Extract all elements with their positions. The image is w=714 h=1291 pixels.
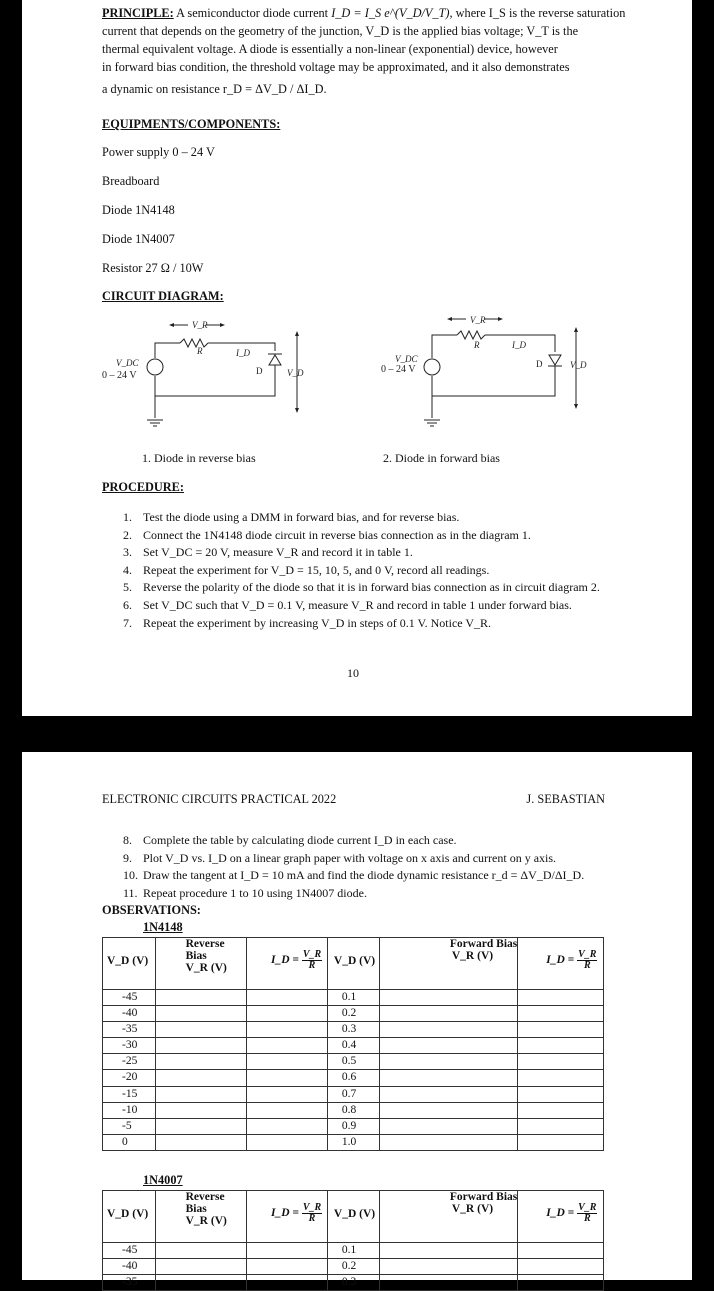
forward-vr-cell <box>379 1022 517 1038</box>
header-right: J. SEBASTIAN <box>526 792 605 806</box>
circuit-reverse-bias <box>147 325 297 426</box>
principle-line-4: in forward bias condition, the threshold voltage may be approximated, and it also demonstrates <box>102 60 570 74</box>
table-header-row <box>103 1191 604 1243</box>
forward-vr-cell <box>379 1086 517 1102</box>
reverse-id-cell <box>246 990 327 1006</box>
forward-vr-cell <box>379 1259 517 1275</box>
document-page-2 <box>22 752 692 1289</box>
observation-table-1n4007 <box>102 1190 604 1291</box>
step-text: Repeat procedure 1 to 10 using 1N4007 diode. <box>143 885 367 900</box>
forward-vd-cell: 0.1 <box>327 1243 379 1259</box>
table-row <box>103 1038 604 1054</box>
header-left: ELECTRONIC CIRCUITS PRACTICAL 2022 <box>102 792 337 806</box>
reverse-vr-cell <box>155 1118 246 1134</box>
step-text: Reverse the polarity of the diode so that it is in forward bias connection as in circuit diagram 2. <box>143 580 600 595</box>
principle-line-3: thermal equivalent voltage. A diode is essentially a non-linear (exponential) device, however <box>102 42 558 56</box>
circuit2-vdc-label: V_DC <box>395 354 418 364</box>
id-fraction: $\frac{V\_R}{R}$ <box>302 949 322 971</box>
procedure-step <box>123 832 623 850</box>
table-row <box>103 990 604 1006</box>
forward-vd-cell: 1.0 <box>327 1134 379 1150</box>
table-row <box>103 1070 604 1086</box>
step-text: Connect the 1N4148 diode circuit in reverse bias connection as in the diagram 1. <box>143 527 531 542</box>
reverse-vd-cell: -35 <box>103 1275 156 1291</box>
forward-vr-cell <box>379 990 517 1006</box>
reverse-vr-cell <box>155 1243 246 1259</box>
col-vd-forward: V_D (V) <box>327 1191 379 1243</box>
observations-heading: OBSERVATIONS: <box>102 903 201 917</box>
col-vr-forward: Forward Bias V_R (V) <box>379 1191 517 1243</box>
procedure-step <box>123 544 623 562</box>
step-text: Set V_DC such that V_D = 0.1 V, measure V_R and record in table 1 under forward bias. <box>143 597 572 612</box>
circuit-heading: CIRCUIT DIAGRAM: <box>102 289 224 303</box>
reverse-id-cell <box>246 1118 327 1134</box>
circuit1-id-label: I_D <box>236 348 250 358</box>
caption-reverse-bias: 1. Diode in reverse bias <box>142 451 256 465</box>
diode-symbol <box>548 355 562 366</box>
forward-vd-cell: 0.4 <box>327 1038 379 1054</box>
reverse-vr-cell <box>155 1070 246 1086</box>
circuit2-d-label: D <box>536 359 543 369</box>
procedure-step <box>123 615 623 633</box>
reverse-vd-cell: -30 <box>103 1038 156 1054</box>
step-text: Complete the table by calculating diode current I_D in each case. <box>143 833 457 847</box>
reverse-id-cell <box>246 1006 327 1022</box>
forward-vr-cell <box>379 1070 517 1086</box>
step-text: Repeat the experiment by increasing V_D in steps of 0.1 V. Notice V_R. <box>143 615 492 630</box>
forward-vd-cell: 0.2 <box>327 1006 379 1022</box>
reverse-id-cell <box>246 1243 327 1259</box>
forward-vr-cell <box>379 1006 517 1022</box>
col-vd-reverse: V_D (V) <box>103 1191 156 1243</box>
forward-vr-cell <box>379 1102 517 1118</box>
forward-id-cell <box>518 1038 604 1054</box>
table1-title: 1N4148 <box>143 920 183 934</box>
equipment-item: Breadboard <box>102 174 160 188</box>
circuit1-supply-label: 0 – 24 V <box>102 370 137 381</box>
reverse-vd-cell: -35 <box>103 1022 156 1038</box>
reverse-vr-cell <box>155 990 246 1006</box>
forward-id-cell <box>518 1118 604 1134</box>
equipment-item: Diode 1N4007 <box>102 232 175 246</box>
procedure-step <box>123 509 623 527</box>
col-vr-forward: Forward Bias V_R (V) <box>379 938 517 990</box>
voltage-source-symbol <box>147 359 163 375</box>
table-row <box>103 1243 604 1259</box>
procedure-step <box>123 850 623 868</box>
observation-table-1n4148 <box>102 937 604 1151</box>
forward-vd-cell: 0.2 <box>327 1259 379 1275</box>
table-header-row <box>103 938 604 990</box>
reverse-vr-cell <box>155 1054 246 1070</box>
forward-vr-cell <box>379 1054 517 1070</box>
procedure-step <box>123 867 623 885</box>
reverse-id-cell <box>246 1086 327 1102</box>
principle-formula-prefix: A semiconductor diode current <box>176 6 329 20</box>
step-text: Set V_DC = 20 V, measure V_R and record it in table 1. <box>143 545 413 560</box>
col-id-reverse: I_D = $\frac{V\_R}{R}$ <box>246 1191 327 1243</box>
table-row <box>103 1275 604 1291</box>
procedure-step <box>123 597 623 615</box>
table-row <box>103 1102 604 1118</box>
circuit1-r-label: R <box>197 346 203 356</box>
col-vd-reverse: V_D (V) <box>103 938 156 990</box>
forward-vr-cell <box>379 1038 517 1054</box>
reverse-vd-cell: -45 <box>103 1243 156 1259</box>
procedure-continued-list <box>123 832 623 902</box>
forward-id-cell <box>518 1275 604 1291</box>
voltage-source-symbol <box>424 359 440 375</box>
reverse-vd-cell: -25 <box>103 1054 156 1070</box>
equipment-item: Diode 1N4148 <box>102 203 175 217</box>
table2-title: 1N4007 <box>143 1173 183 1187</box>
procedure-step <box>123 579 623 597</box>
step-number: 10. <box>123 868 138 883</box>
principle-line-5: a dynamic on resistance r_D = ΔV_D / ΔI_D. <box>102 82 327 96</box>
table-row <box>103 1022 604 1038</box>
col-id-forward: I_D = $\frac{V\_R}{R}$ <box>518 938 604 990</box>
reverse-id-cell <box>246 1022 327 1038</box>
reverse-bias-label: Reverse Bias <box>185 938 225 962</box>
reverse-vd-cell: -45 <box>103 990 156 1006</box>
reverse-vd-cell: -40 <box>103 1006 156 1022</box>
equipment-item: Resistor 27 Ω / 10W <box>102 261 204 275</box>
reverse-vr-cell <box>155 1022 246 1038</box>
reverse-id-cell <box>246 1038 327 1054</box>
table-row <box>103 1006 604 1022</box>
col-vd-forward: V_D (V) <box>327 938 379 990</box>
circuit2-supply-label: 0 – 24 V <box>381 364 416 375</box>
col-id-forward: I_D = $\frac{V\_R}{R}$ <box>518 1191 604 1243</box>
reverse-vr-cell <box>155 1038 246 1054</box>
reverse-vd-cell: -40 <box>103 1259 156 1275</box>
reverse-vr-cell <box>155 1086 246 1102</box>
reverse-id-cell <box>246 1054 327 1070</box>
reverse-vd-cell: 0 <box>103 1134 156 1150</box>
forward-id-cell <box>518 1243 604 1259</box>
circuit2-id-label: I_D <box>512 340 526 350</box>
step-number: 9. <box>123 850 132 865</box>
step-number: 4. <box>123 562 132 577</box>
resistor-symbol <box>457 331 485 339</box>
forward-vd-cell: 0.3 <box>327 1022 379 1038</box>
forward-vd-cell: 0.3 <box>327 1275 379 1291</box>
reverse-vd-cell: -15 <box>103 1086 156 1102</box>
caption-forward-bias: 2. Diode in forward bias <box>383 451 500 465</box>
reverse-id-cell <box>246 1134 327 1150</box>
circuit2-vd-label: V_D <box>570 360 587 370</box>
reverse-bias-label: Reverse Bias <box>185 1191 225 1215</box>
procedure-list <box>123 509 623 632</box>
procedure-heading: PROCEDURE: <box>102 480 184 494</box>
reverse-id-cell <box>246 1102 327 1118</box>
forward-vr-cell <box>379 1243 517 1259</box>
step-text: Plot V_D vs. I_D on a linear graph paper with voltage on x axis and current on y axis. <box>143 850 557 865</box>
procedure-step <box>123 562 623 580</box>
forward-id-cell <box>518 1102 604 1118</box>
step-text: Test the diode using a DMM in forward bias, and for reverse bias. <box>143 510 460 524</box>
circuit1-vdc-label: V_DC <box>116 358 139 368</box>
diode-symbol <box>268 354 282 365</box>
equipment-heading: EQUIPMENTS/COMPONENTS: <box>102 117 281 131</box>
circuit2-vr-label: V_R <box>470 315 486 325</box>
reverse-vd-cell: -20 <box>103 1070 156 1086</box>
forward-bias-label: Forward Bias <box>449 1191 518 1203</box>
reverse-id-cell <box>246 1275 327 1291</box>
reverse-id-cell <box>246 1070 327 1086</box>
id-fraction: $\frac{V\_R}{R}$ <box>578 949 597 971</box>
circuit1-d-label: D <box>256 366 263 376</box>
circuit1-vd-label: V_D <box>287 368 304 378</box>
circuit-diagrams <box>22 310 692 445</box>
forward-id-cell <box>518 1134 604 1150</box>
diode-current-formula: I_D = I_S e^(V_D/V_T), <box>331 6 453 20</box>
forward-bias-label: Forward Bias <box>449 938 518 950</box>
reverse-vr-cell <box>155 1006 246 1022</box>
table-row <box>103 1118 604 1134</box>
forward-id-cell <box>518 1086 604 1102</box>
step-text: Draw the tangent at I_D = 10 mA and find the diode dynamic resistance r_d = ΔV_D/ΔI_D. <box>143 868 585 883</box>
step-number: 7. <box>123 615 132 630</box>
principle-line-1: where I_S is the reverse saturation <box>455 6 626 20</box>
id-fraction: $\frac{V\_R}{R}$ <box>302 1202 322 1224</box>
forward-vd-cell: 0.7 <box>327 1086 379 1102</box>
table-row <box>103 1054 604 1070</box>
principle-heading: PRINCIPLE: <box>102 6 174 20</box>
step-number: 8. <box>123 833 132 847</box>
forward-vd-cell: 0.5 <box>327 1054 379 1070</box>
table-row <box>103 1086 604 1102</box>
table-row <box>103 1134 604 1150</box>
col-id-reverse: I_D = $\frac{V\_R}{R}$ <box>246 938 327 990</box>
col-vr-reverse: Reverse Bias V_R (V) <box>155 1191 246 1243</box>
step-number: 2. <box>123 527 132 542</box>
forward-id-cell <box>518 990 604 1006</box>
reverse-id-cell <box>246 1259 327 1275</box>
resistor-symbol <box>180 339 208 347</box>
circuit2-r-label: R <box>474 340 480 350</box>
circuit-forward-bias <box>424 319 576 426</box>
forward-id-cell <box>518 1022 604 1038</box>
forward-id-cell <box>518 1070 604 1086</box>
equipment-item: Power supply 0 – 24 V <box>102 145 215 159</box>
step-number: 11. <box>123 885 138 900</box>
id-fraction: $\frac{V\_R}{R}$ <box>578 1202 597 1224</box>
procedure-step <box>123 885 623 903</box>
circuit1-vr-label: V_R <box>192 320 208 330</box>
step-number: 1. <box>123 510 132 524</box>
forward-vd-cell: 0.6 <box>327 1070 379 1086</box>
forward-vr-cell <box>379 1118 517 1134</box>
page-number: 10 <box>347 666 359 680</box>
forward-id-cell <box>518 1054 604 1070</box>
procedure-step <box>123 527 623 545</box>
reverse-vr-cell <box>155 1134 246 1150</box>
step-number: 5. <box>123 580 132 595</box>
step-number: 3. <box>123 545 132 560</box>
principle-paragraph <box>102 4 692 98</box>
step-text: Repeat the experiment for V_D = 15, 10, 5, and 0 V, record all readings. <box>143 562 490 577</box>
forward-vd-cell: 0.9 <box>327 1118 379 1134</box>
col-vr-reverse: Reverse Bias V_R (V) <box>155 938 246 990</box>
forward-vd-cell: 0.1 <box>327 990 379 1006</box>
forward-vd-cell: 0.8 <box>327 1102 379 1118</box>
reverse-vr-cell <box>155 1102 246 1118</box>
principle-line-2: current that depends on the geometry of the junction, V_D is the applied bias voltage; V_T is the <box>102 24 579 38</box>
table-row <box>103 1259 604 1275</box>
reverse-vd-cell: -10 <box>103 1102 156 1118</box>
forward-vr-cell <box>379 1134 517 1150</box>
reverse-vd-cell: -5 <box>103 1118 156 1134</box>
reverse-vr-cell <box>155 1259 246 1275</box>
forward-id-cell <box>518 1006 604 1022</box>
forward-vr-cell <box>379 1275 517 1291</box>
reverse-vr-cell <box>155 1275 246 1291</box>
step-number: 6. <box>123 597 132 612</box>
document-page-1 <box>22 0 692 716</box>
forward-id-cell <box>518 1259 604 1275</box>
